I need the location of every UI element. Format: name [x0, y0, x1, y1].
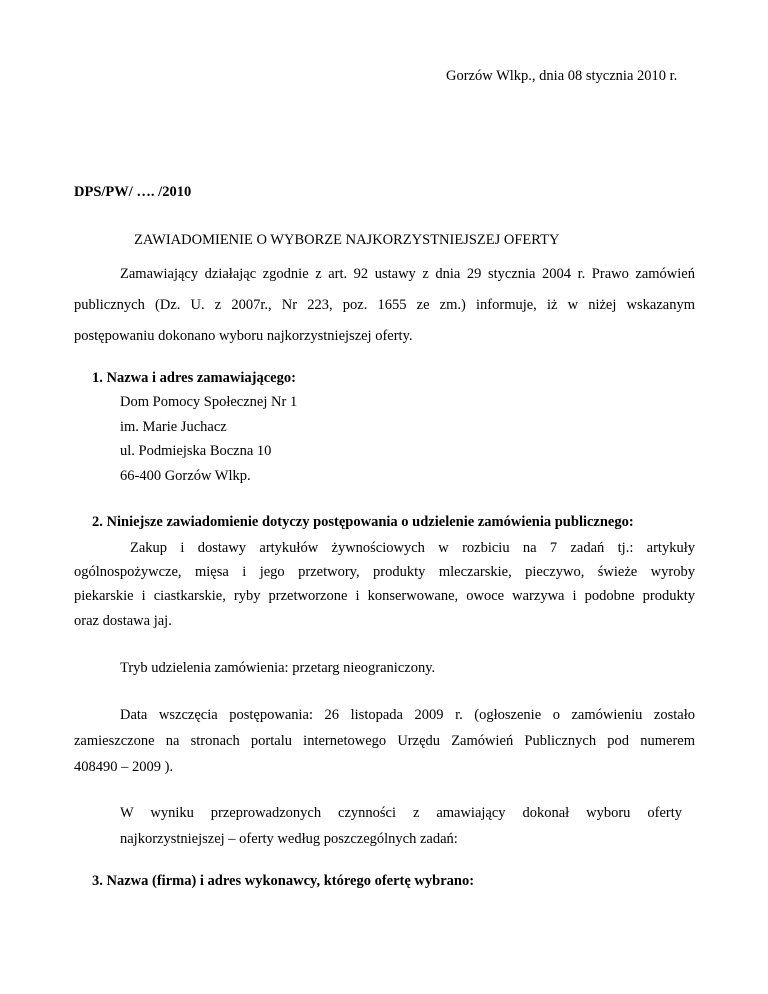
procedure-mode: Tryb udzielenia zamówienia: przetarg nieograniczony. [120, 660, 436, 676]
subject-line-2: ogólnospożywcze, mięsa i jego przetwory, produkty mleczarskie, pieczywo, świeże wyroby [74, 564, 695, 580]
address-line: ul. Podmiejska Boczna 10 [120, 443, 272, 459]
address-line: 66-400 Gorzów Wlkp. [120, 468, 251, 484]
start-date-line-3: 408490 – 2009 ). [74, 759, 174, 775]
result-line-2: najkorzystniejszej – oferty według poszczególnych zadań: [120, 831, 458, 847]
subject-line-1: Zakup i dostawy artykułów żywnościowych w rozbiciu na 7 zadań tj.: artykuły [130, 540, 695, 556]
place-date: Gorzów Wlkp., dnia 08 stycznia 2010 r. [446, 68, 678, 84]
address-line: im. Marie Juchacz [120, 419, 227, 435]
intro-line-1: Zamawiający działając zgodnie z art. 92 ustawy z dnia 29 stycznia 2004 r. Prawo zamówień [120, 266, 695, 282]
intro-line-2: publicznych (Dz. U. z 2007r., Nr 223, poz. 1655 ze zm.) informuje, iż w niżej wskazanym [74, 297, 695, 313]
start-date-line-1: Data wszczęcia postępowania: 26 listopada 2009 r. (ogłoszenie o zamówieniu zostało [120, 707, 695, 723]
result-line-1: W wyniku przeprowadzonych czynności z amawiający dokonał wyboru oferty [120, 805, 682, 821]
address-line: Dom Pomocy Społecznej Nr 1 [120, 394, 298, 410]
section-3-heading: 3. Nazwa (firma) i adres wykonawcy, którego ofertę wybrano: [92, 873, 475, 889]
reference-number: DPS/PW/ …. /2010 [74, 184, 192, 200]
intro-line-3: postępowaniu dokonano wyboru najkorzystniejszej oferty. [74, 328, 413, 344]
subject-line-3: piekarskie i ciastkarskie, ryby przetworzone i konserwowane, owoce warzywa i podobne produkty [74, 588, 695, 604]
section-2-heading: 2. Niniejsze zawiadomienie dotyczy postępowania o udzielenie zamówienia publicznego: [92, 514, 634, 530]
document-title: ZAWIADOMIENIE O WYBORZE NAJKORZYSTNIEJSZEJ OFERTY [134, 232, 560, 248]
subject-line-4: oraz dostawa jaj. [74, 613, 172, 629]
section-1-heading: 1. Nazwa i adres zamawiającego: [92, 370, 296, 386]
start-date-line-2: zamieszczone na stronach portalu internetowego Urzędu Zamówień Publicznych pod numerem [74, 733, 695, 749]
